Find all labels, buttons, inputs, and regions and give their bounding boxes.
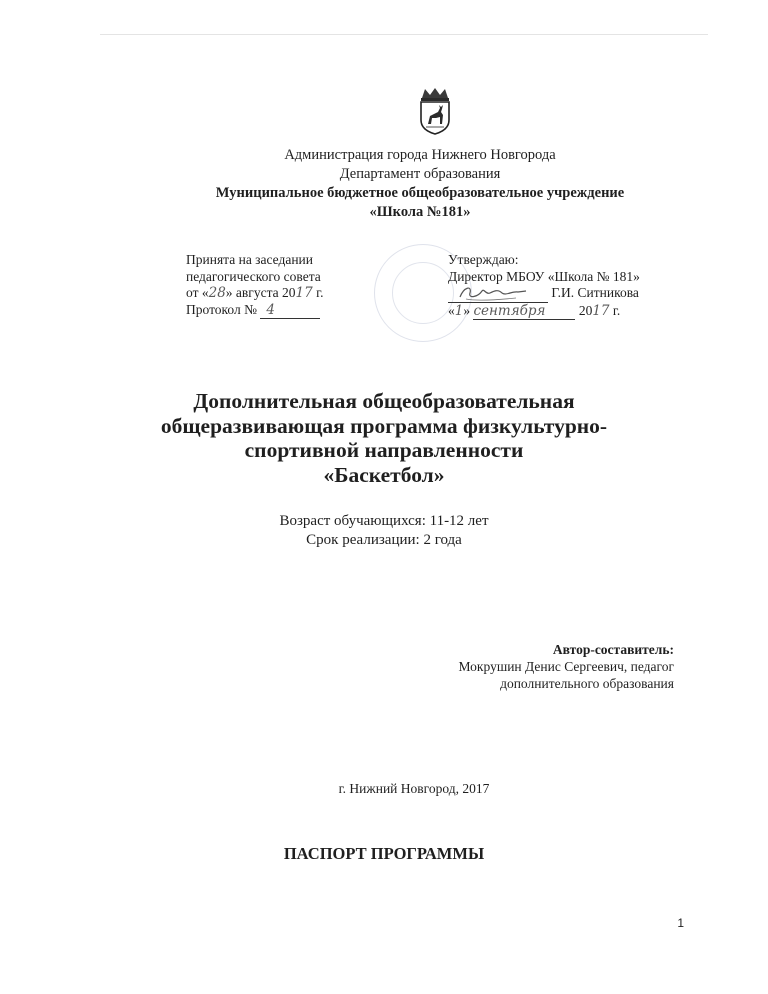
protocol-number-line [260,302,320,320]
students-age: Возраст обучающихся: 11-12 лет [279,513,489,529]
program-title-line-2: общеразвивающая программа физкультурно- [160,413,608,438]
org-city-administration: Администрация города Нижнего Новгорода [284,147,556,163]
director-year-suffix: г. [609,302,621,318]
program-info [200,512,568,550]
protocol-number: 4 [266,301,275,318]
author-name: Мокрушин Денис Сергеевич, педагог [458,659,674,674]
director-date [448,303,640,321]
council-line-2: педагогического совета [186,268,321,284]
director-position: Директор МБОУ «Школа № 181» [448,268,640,284]
council-protocol [186,302,323,320]
director-year: 17 [592,302,610,319]
protocol-label: Протокол № [186,301,257,317]
city-year: г. Нижний Новгород, 2017 [338,781,490,796]
scan-edge [100,34,708,35]
author-label: Автор-составитель: [552,642,674,657]
director-month-line [473,303,575,321]
council-date [186,285,323,302]
director-date-close: » [463,302,471,318]
program-title-line-3: спортивной направленности [244,438,524,462]
director-date-open: « [448,302,455,318]
org-school-type: Муниципальное бюджетное общеобразовательное учреждение [215,185,625,201]
council-date-suffix: г. [312,285,324,300]
org-department: Департамент образования [339,166,501,182]
city-coat-of-arms-icon [412,86,458,136]
org-school-name: «Школа №181» [369,204,471,220]
program-title-line-4: «Баскетбол» [323,462,445,487]
author-role: дополнительного образования [500,676,674,691]
program-title-line-1: Дополнительная общеобразовательная [193,389,575,413]
director-day: 1 [454,302,464,319]
director-year-prefix: 20 [578,302,593,318]
council-approval-block [186,252,323,319]
page-number: 1 [677,916,684,930]
council-line-1: Принята на заседании [186,252,314,267]
official-stamp-inner [392,262,454,324]
director-signature [456,283,530,303]
council-date-mid: » августа 20 [225,285,296,300]
program-title [120,389,648,487]
director-month: сентября [473,302,546,319]
council-day: 28 [208,285,226,301]
council-date-prefix: от « [186,285,209,300]
director-name: Г.И. Ситникова [551,285,639,300]
section-title: ПАСПОРТ ПРОГРАММЫ [283,844,485,863]
council-year: 17 [295,285,313,301]
author-block [459,641,674,692]
implementation-term: Срок реализации: 2 года [306,532,462,548]
director-approve-label: Утверждаю: [448,252,519,267]
